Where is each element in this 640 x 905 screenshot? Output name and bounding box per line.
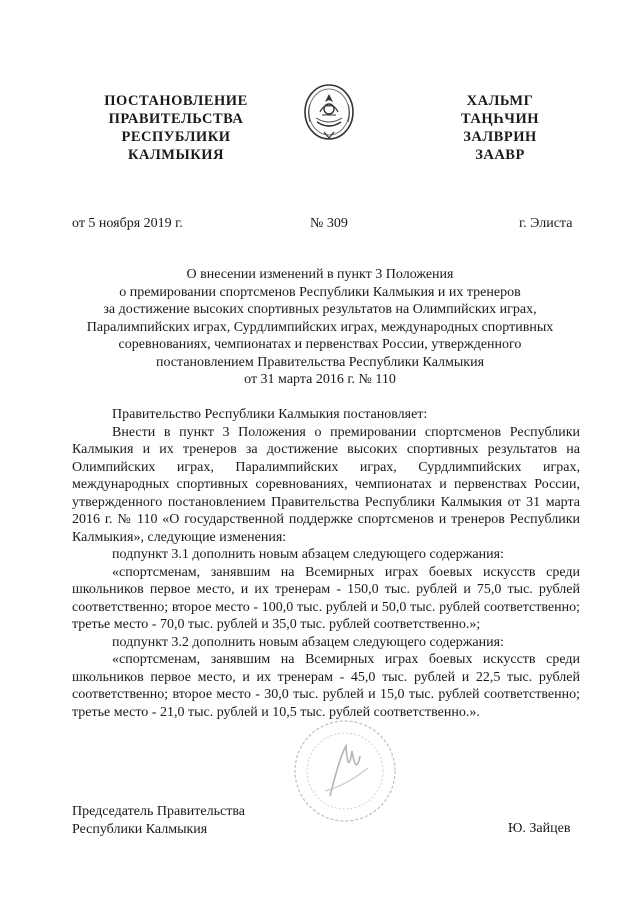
body-paragraph: «спортсменам, занявшим на Всемирных играх боевых искусств среди школьников первое место, и их тренерам - 45,0 тыс. рублей и 22,5 тыс. рублей соответственно; второе место - 30,0 тыс. рублей и 15,0 тыс. рублей соответственно; третье место - 21,0 тыс. рублей и 10,5 тыс. рублей соответственно.». bbox=[72, 652, 580, 720]
document-date: от 5 ноября 2019 г. bbox=[72, 216, 183, 231]
title-line: соревнованиях, чемпионатах и первенствах России, утвержденного bbox=[118, 337, 522, 352]
header-kalmyk bbox=[440, 92, 560, 164]
seal-stamp-icon bbox=[290, 716, 400, 826]
body-paragraph: «спортсменам, занявшим на Всемирных играх боевых искусств среди школьников первое место, и их тренерам - 150,0 тыс. рублей и 75,0 тыс. рублей соответственно; второе место - 100,0 тыс. рублей и 50,0 тыс. рублей соответственно; третье место - 70,0 тыс. рублей и 35,0 тыс. рублей соответственно.»; bbox=[72, 564, 580, 632]
title-line: О внесении изменений в пункт 3 Положения bbox=[186, 267, 454, 282]
document-number: № 309 bbox=[310, 216, 348, 231]
title-line: от 31 марта 2016 г. № 110 bbox=[244, 372, 396, 387]
title-line: постановлением Правительства Республики Калмыкия bbox=[155, 354, 485, 370]
body-paragraph: подпункт 3.2 дополнить новым абзацем следующего содержания: bbox=[112, 634, 504, 650]
header-line: ПОСТАНОВЛЕНИЕ bbox=[104, 93, 248, 109]
title-line: о премировании спортсменов Республики Калмыкия и их тренеров bbox=[119, 284, 521, 300]
title-line: за достижение высоких спортивных результатов на Олимпийских играх, bbox=[103, 302, 537, 317]
signatory-line: Председатель Правительства bbox=[72, 804, 245, 819]
header-line: РЕСПУБЛИКИ bbox=[121, 129, 231, 145]
header-russian bbox=[92, 92, 260, 164]
title-line: Паралимпийских играх, Сурдлимпийских играх, международных спортивных bbox=[86, 319, 554, 335]
body-paragraph: Правительство Республики Калмыкия постановляет: bbox=[112, 407, 428, 422]
header-line: ПРАВИТЕЛЬСТВА bbox=[108, 111, 244, 127]
document-body bbox=[72, 406, 580, 721]
body-paragraph: подпункт 3.1 дополнить новым абзацем следующего содержания: bbox=[112, 547, 504, 562]
header-line: ХАЛЬМГ bbox=[466, 93, 534, 109]
document-title bbox=[60, 266, 580, 389]
header-line: ЗААВР bbox=[475, 147, 525, 163]
signatory-name: Ю. Зайцев bbox=[508, 821, 571, 836]
body-paragraph: Внести в пункт 3 Положения о премировании спортсменов Республики Калмыкия и их тренеров за достижение высоких спортивных результатов на Олимпийских играх, Паралимпийских играх, Сурдлимпийских играх, международных спортивных соревнованиях, чемпионатах и первенствах России, утвержденного постановлением Правительства Республики Калмыкия от 31 марта 2016 г. № 110 «О государственной поддержке спортсменов и тренеров Республики Калмыкия», следующие изменения: bbox=[72, 424, 580, 545]
header-line: КАЛМЫКИЯ bbox=[128, 147, 224, 163]
emblem-icon bbox=[302, 82, 356, 146]
signatory-title bbox=[72, 803, 245, 839]
document-city: г. Элиста bbox=[519, 216, 573, 231]
header-line: ЗАЛВРИН bbox=[463, 129, 537, 145]
header-line: ТАҢҺЧИН bbox=[460, 111, 540, 127]
signatory-line: Республики Калмыкия bbox=[72, 822, 208, 837]
